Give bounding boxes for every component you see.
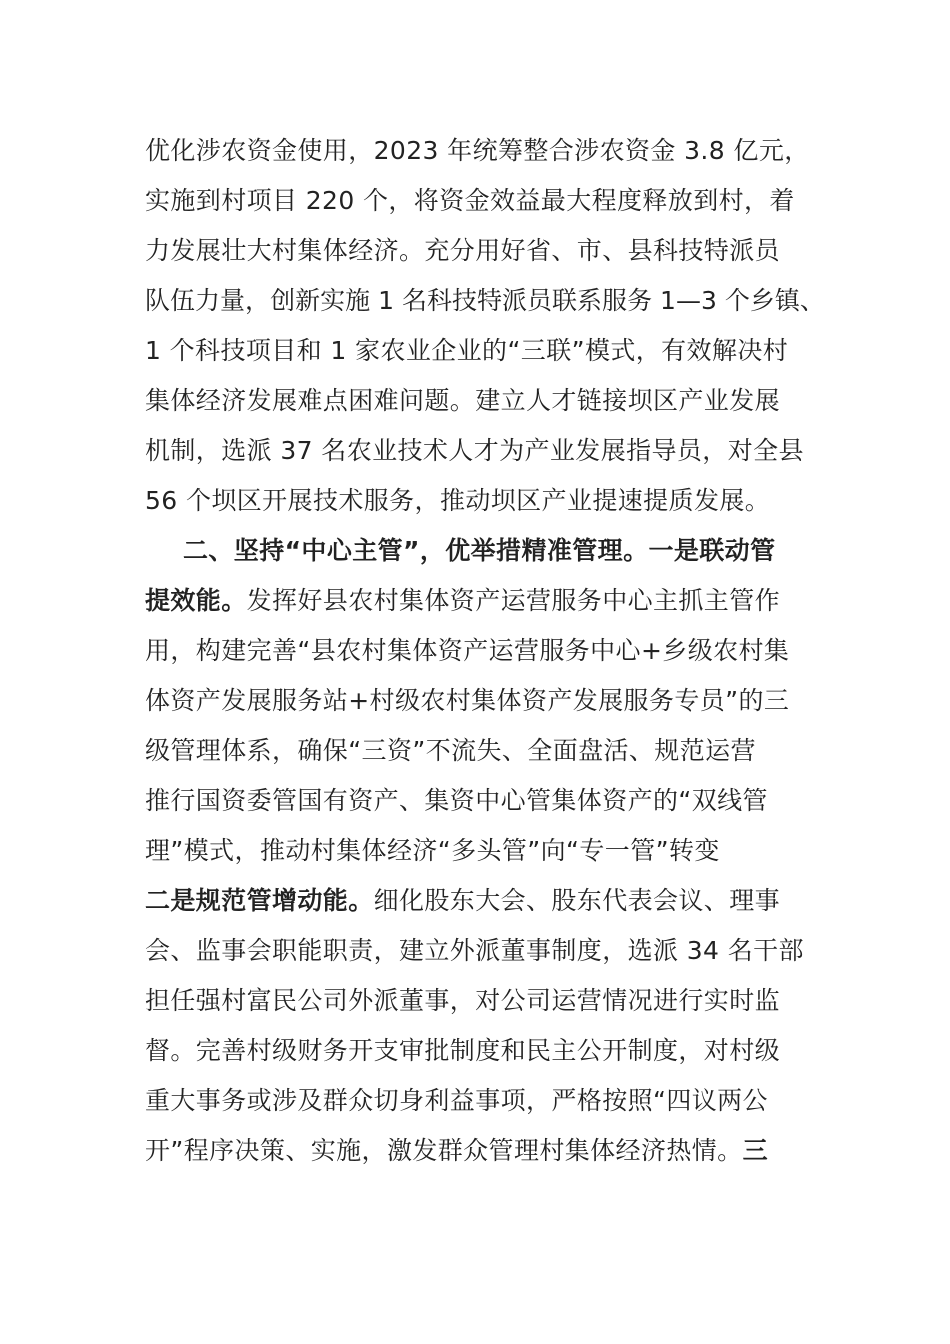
text-run: 会、监事会职能职责，建立外派董事制度，选派 34 名干部	[145, 936, 804, 965]
text-run: 用，构建完善“县农村集体资产运营服务中心+乡级农村集	[145, 636, 790, 665]
text-line	[145, 1081, 825, 1121]
text-run: 56 个坝区开展技术服务，推动坝区产业提速提质发展。	[145, 486, 771, 515]
text-line	[145, 1031, 825, 1071]
text-run: 理”模式，推动村集体经济“多头管”向“专一管”转变	[145, 836, 720, 865]
text-line	[145, 681, 825, 721]
text-run: 优化涉农资金使用，2023 年统筹整合涉农资金 3.8 亿元，	[145, 136, 810, 165]
text-run: 集体经济发展难点困难问题。建立人才链接坝区产业发展	[145, 386, 781, 415]
text-line	[145, 981, 825, 1021]
text-line	[145, 331, 825, 371]
text-line	[145, 181, 825, 221]
text-line	[145, 881, 825, 921]
text-line	[145, 281, 825, 321]
text-run: 重大事务或涉及群众切身利益事项，严格按照“四议两公	[145, 1086, 768, 1115]
text-run: 督。完善村级财务开支审批制度和民主公开制度，对村级	[145, 1036, 781, 1065]
text-run-bold: 二、坚持“中心主管”，优举措精准管理。一是联动管	[183, 536, 776, 565]
text-run: 开”程序决策、实施，激发群众管理村集体经济热情。	[145, 1136, 743, 1165]
text-line	[145, 431, 825, 471]
text-run: 机制，选派 37 名农业技术人才为产业发展指导员，对全县	[145, 436, 804, 465]
text-line	[145, 131, 825, 171]
text-line	[145, 631, 825, 671]
section-heading-line	[183, 531, 825, 571]
text-run: 1 个科技项目和 1 家农业企业的“三联”模式，有效解决村	[145, 336, 789, 365]
text-line	[145, 381, 825, 421]
text-line	[145, 1131, 825, 1171]
text-run: 担任强村富民公司外派董事，对公司运营情况进行实时监	[145, 986, 781, 1015]
text-run: 力发展壮大村集体经济。充分用好省、市、县科技特派员	[145, 236, 781, 265]
text-run: 体资产发展服务站+村级农村集体资产发展服务专员”的三	[145, 686, 790, 715]
text-run-bold: 提效能。	[145, 586, 247, 615]
text-line	[145, 831, 825, 871]
text-line	[145, 731, 825, 771]
text-run: 实施到村项目 220 个，将资金效益最大程度释放到村，着	[145, 186, 795, 215]
text-line	[145, 931, 825, 971]
text-run: 队伍力量，创新实施 1 名科技特派员联系服务 1—3 个乡镇、	[145, 286, 825, 315]
text-line	[145, 481, 825, 521]
text-run-bold: 三	[742, 1136, 768, 1165]
text-run: 发挥好县农村集体资产运营服务中心主抓主管作	[246, 586, 781, 615]
text-line	[145, 231, 825, 271]
text-run-bold: 二是规范管增动能。	[145, 886, 374, 915]
text-run: 细化股东大会、股东代表会议、理事	[373, 886, 781, 915]
text-run: 级管理体系，确保“三资”不流失、全面盘活、规范运营	[145, 736, 756, 765]
text-run: 推行国资委管国有资产、集资中心管集体资产的“双线管	[145, 786, 768, 815]
text-line	[145, 781, 825, 821]
text-line	[145, 581, 825, 621]
